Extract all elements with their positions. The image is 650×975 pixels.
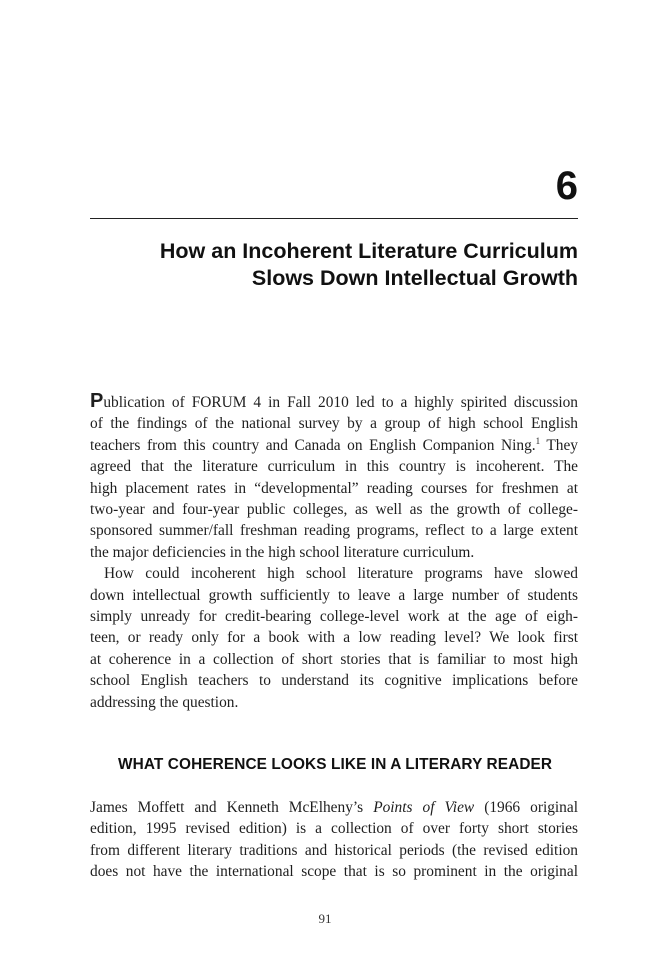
text-line: edition, 1995 revised edition) is a collection of over forty short stories bbox=[90, 820, 578, 838]
section-text bbox=[90, 797, 578, 883]
intro-text bbox=[90, 391, 578, 713]
text-line: teen, or ready only for a book with a low reading level? We look first bbox=[90, 629, 578, 647]
line-text: (1966 original bbox=[474, 799, 578, 816]
line-text: teachers from this country and Canada on English Companion Ning. bbox=[90, 436, 536, 454]
text-line bbox=[90, 797, 578, 818]
line-text: James Moffett and Kenneth McElheny’s bbox=[90, 799, 374, 816]
chapter-title-line-2: Slows Down Intellectual Growth bbox=[251, 266, 578, 290]
book-title: Points of View bbox=[373, 799, 475, 816]
chapter-title bbox=[118, 238, 578, 292]
chapter-number: 6 bbox=[555, 164, 578, 208]
footnote-marker[interactable]: 1 bbox=[535, 435, 541, 446]
text-line: two-year and four-year public colleges, as well as the growth of college- bbox=[90, 501, 578, 519]
page-number: 91 bbox=[318, 911, 332, 926]
text-line: down intellectual growth sufficiently to leave a large number of students bbox=[90, 586, 578, 604]
text-line: high placement rates in “developmental” reading courses for freshmen at bbox=[90, 479, 578, 497]
line-text: How could incoherent high school literature programs have slowed bbox=[104, 565, 578, 583]
chapter-title-line-1: How an Incoherent Literature Curriculum bbox=[159, 239, 578, 263]
section-heading: WHAT COHERENCE LOOKS LIKE IN A LITERARY READER bbox=[118, 756, 553, 773]
text-line: the major deficiencies in the high school literature curriculum. bbox=[90, 543, 475, 561]
drop-cap: P bbox=[90, 390, 104, 412]
text-line: sponsored summer/fall freshman reading programs, reflect to a large extent bbox=[90, 522, 578, 540]
text-line: at coherence in a collection of short stories that is familiar to most high bbox=[90, 650, 578, 668]
text-line: from different literary traditions and historical periods (the revised edition bbox=[90, 841, 578, 859]
intro-paragraph-2 bbox=[90, 563, 578, 713]
text-line bbox=[90, 435, 578, 456]
text-line bbox=[90, 391, 578, 413]
text-line: school English teachers to understand its cognitive implications before bbox=[90, 672, 578, 690]
text-line: simply unready for credit-bearing college-level work at the age of eigh- bbox=[90, 608, 578, 626]
chapter-rule bbox=[90, 218, 578, 219]
line-text: They bbox=[546, 436, 578, 454]
line-text: ublication of FORUM 4 in Fall 2010 led to a highly spirited discussion bbox=[103, 394, 578, 411]
section-paragraph-1 bbox=[90, 797, 578, 883]
text-line: does not have the international scope that is so prominent in the original bbox=[90, 863, 578, 881]
intro-paragraph-1 bbox=[90, 391, 578, 563]
text-line: addressing the question. bbox=[90, 693, 239, 711]
text-line: of the findings of the national survey by a group of high school English bbox=[90, 415, 578, 433]
text-line bbox=[90, 563, 578, 584]
text-line: agreed that the literature curriculum in this country is incoherent. The bbox=[90, 458, 578, 476]
